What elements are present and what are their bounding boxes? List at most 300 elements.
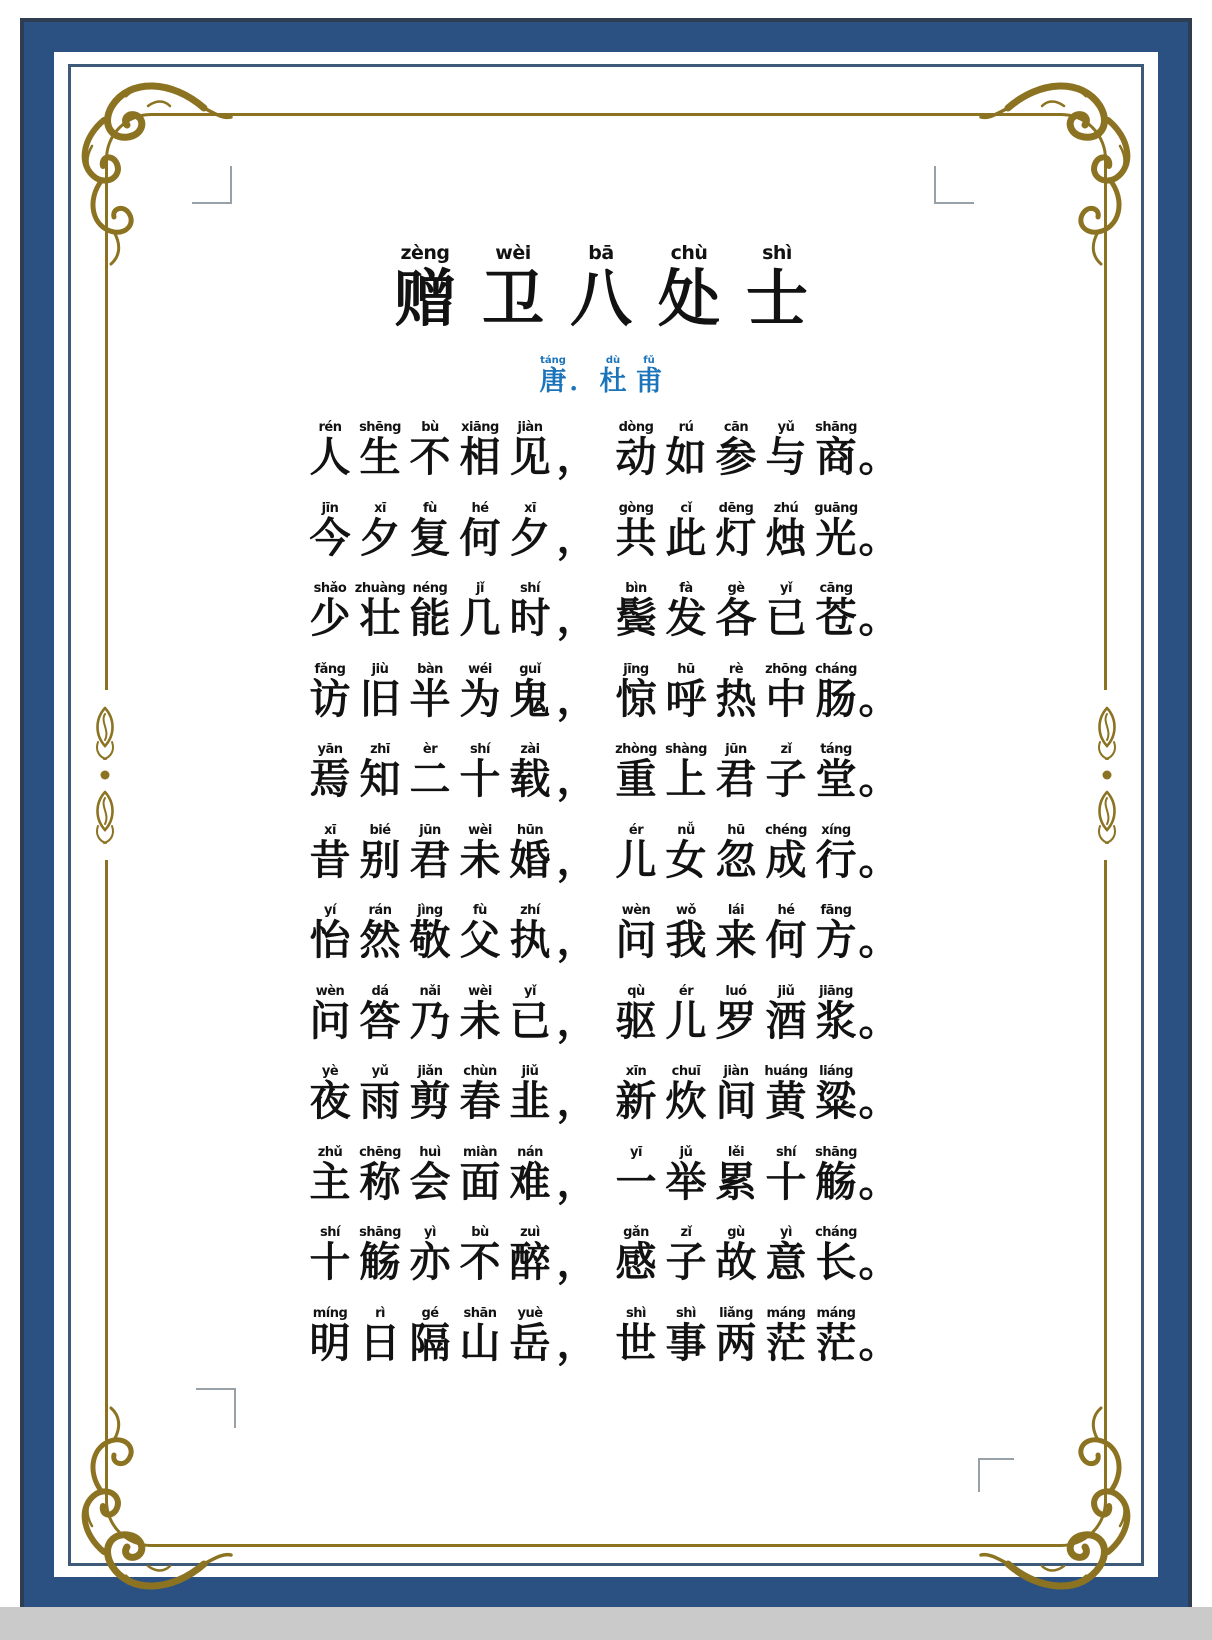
pinyin: jiàn [723,1064,749,1080]
pinyin: shāng [359,1225,401,1241]
crop-mark-bottom-right [978,1458,1014,1492]
pinyin: rú [678,420,694,436]
syllable [355,984,405,1043]
pinyin: jūn [725,742,747,758]
hanzi: 一 [615,1157,657,1206]
hanzi: 执 [509,916,551,965]
pinyin: zuì [520,1225,540,1241]
punctuation [858,662,900,723]
syllable [455,581,505,643]
syllable [505,742,555,804]
syllable [811,1145,861,1204]
pinyin: shì [676,1305,696,1321]
hanzi: 上 [665,755,707,804]
syllable [305,1064,355,1126]
pinyin: shǎo [313,581,347,597]
poem-line [90,1145,1112,1226]
hanzi: 灯 [715,513,757,562]
hanzi: 二 [409,755,451,804]
hanzi: 子 [665,1238,707,1287]
hanzi: 婚 [509,835,551,884]
syllable [761,501,811,560]
syllable [661,903,711,965]
hanzi: 肠 [815,674,857,723]
syllable [661,1064,711,1126]
syllable [611,662,661,721]
punctuation [858,501,900,562]
punctuation [555,742,599,804]
hanzi: 复 [409,513,451,562]
syllable [811,823,861,882]
hanzi: 称 [359,1157,401,1206]
hanzi: 甫 [635,366,663,398]
syllable [811,1306,861,1365]
pinyin: shāng [815,420,857,436]
hanzi: 中 [765,674,807,723]
syllable [761,1145,811,1204]
hanzi: 。 [858,755,900,804]
hanzi: 鬓 [615,594,657,643]
syllable [305,501,355,560]
hanzi: 面 [459,1157,501,1206]
hanzi: 卫 [481,262,544,335]
syllable [355,823,405,882]
punctuation [555,823,599,882]
pinyin: yǔ [777,420,795,436]
hanzi: ， [556,594,598,643]
hanzi: 相 [459,433,501,482]
hanzi: 堂 [815,755,857,804]
hanzi: 觞 [815,1157,857,1206]
hanzi: 发 [665,594,707,643]
pinyin: rén [318,420,342,436]
pinyin: chēng [359,1144,401,1160]
syllable [811,1064,861,1126]
syllable [405,984,455,1043]
pinyin: shāng [815,1144,857,1160]
hanzi: 我 [665,916,707,965]
crop-mark-top-right [934,166,974,204]
hanzi: 亦 [409,1238,451,1287]
syllable [661,823,711,882]
syllable [711,1064,761,1126]
syllable [811,420,861,482]
pinyin: fù [473,903,487,919]
syllable [733,242,821,335]
syllable [811,1225,861,1287]
hanzi: ， [556,1157,598,1206]
syllable [305,742,355,804]
syllable [661,984,711,1043]
pinyin: jiàn [517,420,543,436]
syllable [305,1145,355,1204]
pinyin: wèi [468,983,492,999]
pinyin: fāng [820,903,852,919]
hanzi: 举 [665,1157,707,1206]
hanzi: 见 [509,433,551,482]
hanzi: 能 [409,594,451,643]
pinyin: míng [312,1305,348,1321]
syllable [761,581,811,643]
syllable [811,903,861,965]
hanzi: 故 [715,1238,757,1287]
pinyin: zhú [773,500,799,516]
pinyin: shí [776,1144,796,1160]
syllable [611,742,661,804]
hanzi: 处 [657,262,720,335]
hanzi: 酒 [765,996,807,1045]
syllable [661,420,711,482]
syllable [455,1145,505,1204]
pinyin: dù [605,355,621,367]
pinyin: jiǎn [417,1064,443,1080]
hanzi: 日 [359,1318,401,1367]
syllable [455,1064,505,1126]
hanzi: 问 [309,996,351,1045]
hanzi: 问 [615,916,657,965]
syllable [305,823,355,882]
pinyin: gè [727,581,745,597]
pinyin: zhī [370,742,390,758]
hanzi: 世 [615,1318,657,1367]
hanzi: 夕 [359,513,401,562]
pinyin: lěi [727,1144,745,1160]
syllable [405,742,455,804]
hanzi: 感 [615,1238,657,1287]
hanzi: 与 [765,433,807,482]
syllable [405,1145,455,1204]
hanzi: ， [556,916,598,965]
syllable [761,1225,811,1287]
hanzi: 几 [459,594,501,643]
syllable [305,1225,355,1287]
pinyin: nán [517,1144,543,1160]
hanzi: 岳 [509,1318,551,1367]
syllable [761,662,811,721]
hanzi: 累 [715,1157,757,1206]
hanzi: 。 [858,1077,900,1126]
hanzi: 成 [765,835,807,884]
pinyin: ér [678,983,694,999]
pinyin: wèi [495,242,531,264]
hanzi: 会 [409,1157,451,1206]
hanzi: 唐 [539,366,567,398]
hanzi: 两 [715,1318,757,1367]
hanzi: 十 [459,755,501,804]
punctuation [555,984,599,1043]
hanzi: ． [569,366,597,398]
syllable [455,742,505,804]
pinyin: xī [324,822,336,838]
pinyin: shān [463,1305,497,1321]
pinyin: hū [727,822,745,838]
hanzi: 光 [815,513,857,562]
hanzi: 已 [765,594,807,643]
hanzi: 士 [745,262,808,335]
syllable [611,1225,661,1287]
syllable [405,823,455,882]
poem-line [90,823,1112,904]
poem-line [90,420,1112,501]
hanzi: 未 [459,996,501,1045]
hanzi: ， [556,996,598,1045]
hanzi: 八 [569,262,632,335]
syllable [305,662,355,721]
pinyin: shí [320,1225,340,1241]
syllable [455,1225,505,1287]
hanzi: 。 [858,916,900,965]
pinyin: jūn [419,822,441,838]
punctuation [555,1306,599,1365]
syllable [711,420,761,482]
pinyin: yì [780,1225,792,1241]
syllable [761,1306,811,1365]
hanzi: 。 [858,835,900,884]
syllable [611,420,661,482]
syllable [505,581,555,643]
poem-title [90,242,1112,335]
syllable [761,1064,811,1126]
pinyin: zhòng [615,742,657,758]
pinyin: zèng [400,242,450,264]
syllable [661,662,711,721]
syllable [405,903,455,965]
syllable [611,501,661,560]
pinyin: chuī [671,1064,701,1080]
pinyin: dēng [718,500,754,516]
poem-line [90,1225,1112,1306]
punctuation [858,1064,900,1126]
pinyin: bìn [625,581,647,597]
hanzi: 烛 [765,513,807,562]
hanzi: 载 [509,755,551,804]
pinyin: yǔ [371,1064,389,1080]
hanzi: 忽 [715,835,757,884]
poem-line [90,984,1112,1065]
poem-line [90,1306,1112,1387]
hanzi: 夕 [509,513,551,562]
pinyin: chù [670,242,708,264]
hanzi: 父 [459,916,501,965]
hanzi: 惊 [615,674,657,723]
syllable [405,1225,455,1287]
hanzi: 焉 [309,755,351,804]
pinyin: yǐ [524,983,536,999]
hanzi: 长 [815,1238,857,1287]
hanzi: 儿 [615,835,657,884]
crop-mark-top-left [192,166,232,204]
syllable [355,1145,405,1204]
syllable [405,1306,455,1365]
hanzi: 各 [715,594,757,643]
syllable [611,1306,661,1365]
hanzi: 茫 [765,1318,807,1367]
pinyin: zhí [520,903,540,919]
syllable [505,903,555,965]
pinyin: chùn [463,1064,497,1080]
hanzi: 剪 [409,1077,451,1126]
punctuation [858,903,900,965]
syllable [305,581,355,643]
syllable [455,823,505,882]
pinyin: huì [419,1144,441,1160]
pinyin: jiù [371,661,389,677]
hanzi: 今 [309,513,351,562]
syllable [661,501,711,560]
hanzi: 呼 [665,674,707,723]
hanzi: 访 [309,674,351,723]
syllable [355,1306,405,1365]
syllable [355,1064,405,1126]
syllable [595,355,631,396]
syllable [761,903,811,965]
pinyin: hūn [516,822,544,838]
pinyin: fǎng [314,661,346,677]
syllable [611,1145,661,1204]
hanzi: 少 [309,594,351,643]
hanzi: 不 [409,433,451,482]
pinyin: shí [520,581,540,597]
pinyin: qù [627,983,645,999]
punctuation [858,1145,900,1206]
pinyin: cháng [815,661,857,677]
hanzi: 女 [665,835,707,884]
syllable [305,984,355,1043]
syllable [505,501,555,560]
pinyin: èr [422,742,438,758]
pinyin: táng [820,742,852,758]
hanzi: 君 [409,835,451,884]
pinyin: xiāng [461,420,499,436]
syllable [611,1064,661,1126]
hanzi: 。 [858,513,900,562]
hanzi: 不 [459,1238,501,1287]
pinyin: yān [317,742,343,758]
syllable [535,355,571,396]
hanzi: 春 [459,1077,501,1126]
pinyin: bù [471,1225,489,1241]
punctuation [571,355,595,396]
pinyin: guāng [814,500,858,516]
pinyin: rì [375,1305,385,1321]
punctuation [555,420,599,482]
hanzi: 赠 [393,262,456,335]
punctuation [858,581,900,643]
pinyin: bàn [417,661,443,677]
punctuation [555,581,599,643]
syllable [661,742,711,804]
pinyin: wǒ [676,903,696,919]
hanzi: ， [556,433,598,482]
pinyin: fǔ [643,355,655,367]
syllable [711,903,761,965]
punctuation [555,1225,599,1287]
hanzi: 茫 [815,1318,857,1367]
punctuation [555,501,599,560]
hanzi: 答 [359,996,401,1045]
hanzi: ， [556,755,598,804]
pinyin: wèi [468,822,492,838]
hanzi: 。 [858,1157,900,1206]
pinyin: shí [470,742,490,758]
hanzi: 黄 [765,1077,807,1126]
pinyin: yǐ [780,581,792,597]
hanzi: 。 [858,674,900,723]
pinyin: nǚ [677,822,695,838]
punctuation [858,742,900,804]
syllable [455,501,505,560]
punctuation [858,984,900,1045]
hanzi: 来 [715,916,757,965]
pinyin: bié [369,822,391,838]
pinyin: bā [588,242,614,264]
syllable [505,984,555,1043]
syllable [711,984,761,1043]
hanzi: 昔 [309,835,351,884]
pinyin: fù [423,500,437,516]
syllable [711,581,761,643]
pinyin: wèn [621,903,651,919]
pinyin: fà [679,581,693,597]
syllable [811,662,861,721]
syllable [405,420,455,482]
syllable [355,1225,405,1287]
pinyin: yì [424,1225,436,1241]
syllable [711,1306,761,1365]
hanzi: 然 [359,916,401,965]
pinyin: shàng [665,742,707,758]
pinyin: xíng [821,822,851,838]
crop-mark-bottom-left [196,1388,236,1428]
pinyin: cǐ [680,500,692,516]
hanzi: 何 [765,916,807,965]
syllable [557,242,645,335]
pinyin: hū [677,661,695,677]
hanzi: 。 [858,594,900,643]
pinyin: jīn [321,500,339,516]
syllable [761,742,811,804]
pinyin: miàn [462,1144,498,1160]
pinyin: zài [520,742,540,758]
syllable [355,420,405,482]
pinyin: liáng [819,1064,853,1080]
hanzi: 重 [615,755,657,804]
punctuation [858,1225,900,1287]
pinyin: dá [371,983,389,999]
pinyin: máng [766,1305,806,1321]
syllable [711,1145,761,1204]
hanzi: 鬼 [509,674,551,723]
pinyin: hé [471,500,489,516]
syllable [811,501,861,560]
syllable [405,662,455,721]
pinyin: zhōng [765,661,807,677]
hanzi: 隔 [409,1318,451,1367]
punctuation [555,1064,599,1126]
syllable [811,581,861,643]
hanzi: 何 [459,513,501,562]
syllable [661,1145,711,1204]
hanzi: 。 [858,1318,900,1367]
pinyin: jiāng [819,983,853,999]
hanzi: 驱 [615,996,657,1045]
pinyin: xī [374,500,386,516]
syllable [711,662,761,721]
pinyin: jīng [623,661,649,677]
punctuation [555,903,599,965]
pinyin: nǎi [419,983,441,999]
pinyin: yí [324,903,336,919]
